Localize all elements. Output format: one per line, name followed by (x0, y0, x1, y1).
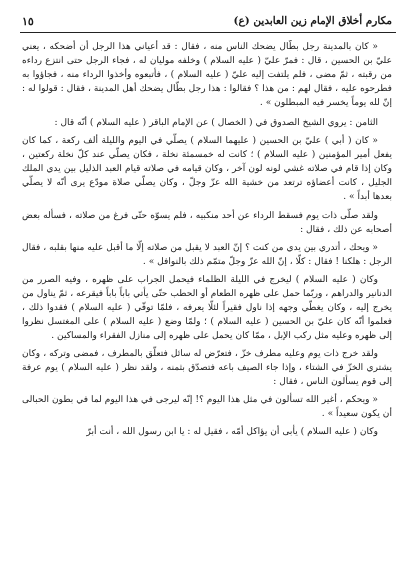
paragraph-prayer-quote: « كان ( أبي ) عليّ بن الحسين ( عليهما السلام ) يصلّي في اليوم والليلة ألف ركعة ، كما كان يفعل أمير المؤمنين ( عليه السلام ) ؛ كانت له خمسمئة نخلة ، فكان يصلّي عند كلّ نخلة ركعتين ، وكان إذا قام في صلاته غشي لونه لون آخر ، وكان قيامه في صلاته قيام العبد الذليل بين يدي الملك الجليل ، كانت أعضاؤه ترتعد من خشية الله عزّ وجلّ ، وكان يصلّي صلاة مودّع يرى أنّه لا يصلّي بعدها أبداً » . (22, 136, 392, 203)
body-text (22, 40, 392, 574)
header-divider (20, 32, 396, 33)
paragraph-robe-fell: ولقد صلّى ذات يوم فسقط الرداء عن أحد منكبيه ، فلم يسوّه حتّى فرغ من صلاته ، فسأله بعض أصحابه عن ذلك ، فقال : (22, 210, 392, 235)
paragraph-silk-cloak: ولقد خرج ذات يوم وعليه مطرف خزّ ، فتعرّض له سائل فتعلّق بالمطرف ، فمضى وتركه ، وكان يشتري الخزّ في الشتاء ، وإذا جاء الصيف باعه فتصدّق بثمنه ، ولقد نظر ( عليه السلام ) يوم عرفة إلى قوم يسألون الناس ، فقال : (22, 348, 392, 388)
paragraph-anecdote-jester: « كان بالمدينة رجل بطّال يضحك الناس منه ، فقال : قد أعياني هذا الرجل أن أضحكه ، يعني عليّ بن الحسين ، قال : فمرّ عليّ ( عليه السلام ) وخلفه موليان له ، فجاء الرجل حتى انتزع رداءه من رقبته ، ثمّ مضى ، فلم يلتفت إليه عليّ ( عليه السلام ) ، فأتبعوه وأخذوا الرداء منه ، فجاؤوا به فطرحوه عليه ، فقال لهم : من هذا ؟ فقالوا : هذا رجل بطّال يضحك أهل المدينة ، فقال : قولوا له : إنّ لله يوماً يخسر فيه المبطلون » . (22, 42, 392, 109)
running-title: مكارم أخلاق الإمام زين العابدين (ع) (233, 15, 392, 27)
paragraph-arafa-quote: « ويحكم ، أغير الله تسألون في مثل هذا اليوم ؟! إنّه ليرجى في هذا اليوم لما في بطون الحبالى أن يكون سعيداً » . (22, 395, 392, 420)
paragraph-eighth-intro: الثامن : يروي الشيخ الصدوق في ( الخصال ) عن الإمام الباقر ( عليه السلام ) أنّه قال : (54, 118, 378, 129)
paragraph-mother: وكان ( عليه السلام ) يأبى أن يؤاكل أمّه ، فقيل له : يا ابن رسول الله ، أنت أبرّ (86, 427, 378, 438)
paragraph-night-charity: وكان ( عليه السلام ) ليخرج في الليلة الظلماء فيحمل الجراب على ظهره ، وفيه الصرر من الدنانير والدراهم ، وربّما حمل على ظهره الطعام أو الحطب حتّى يأتي باباً باباً فيقرعه ، ثمّ يناول من يخرج إليه ، وكان يغطّي وجهه إذا ناول فقيراً لئلّا يعرفه ، فلمّا توفّي ( عليه السلام ) فقدوا ذلك ، فعلموا أنّه كان عليّ بن الحسين ( عليه السلام ) ؛ ولمّا وضع ( عليه السلام ) على المغتسل نظروا إلى ظهره وعليه مثل ركب الإبل ، ممّا كان يحمل على ظهره إلى منازل الفقراء والمساكين . (22, 274, 392, 341)
page-number: ١٥ (22, 14, 34, 28)
page-header (22, 10, 392, 32)
paragraph-prayer-acceptance: « ويحك ، أتدري بين يدي من كنت ؟ إنّ العبد لا يقبل من صلاته إلّا ما أقبل عليه منها بقلبه ، فقال الرجل : هلكنا ! فقال : كلّا ، إنّ الله عزّ وجلّ متمّم ذلك بالنوافل » . (22, 242, 392, 267)
